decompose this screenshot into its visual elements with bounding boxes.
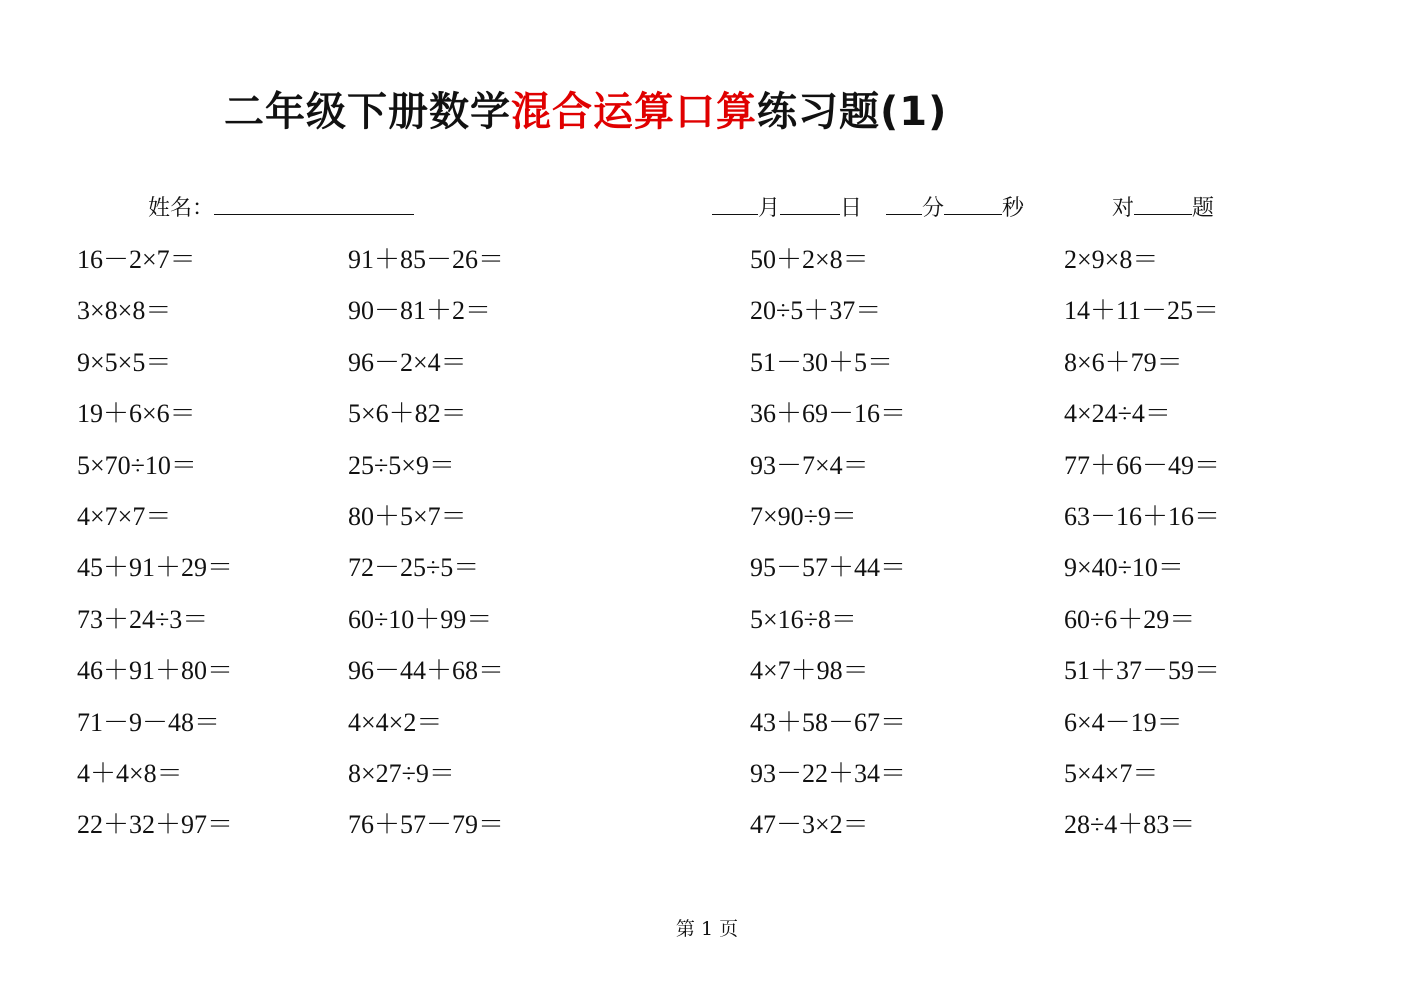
problem-item: 73＋24÷3＝ (77, 604, 209, 634)
problem-item: 22＋32＋97＝ (77, 810, 234, 840)
date-time-field (712, 194, 1024, 223)
problem-item: 96－2×4＝ (348, 347, 467, 377)
problem-item: 36＋69－16＝ (750, 399, 907, 429)
second-label: 秒 (1002, 196, 1025, 221)
problem-item: 5×70÷10＝ (77, 450, 197, 480)
problem-item: 51＋37－59＝ (1064, 656, 1221, 686)
correct-label: 对 (1112, 196, 1135, 221)
minute-blank[interactable] (886, 194, 922, 215)
problem-item: 80＋5×7＝ (348, 502, 467, 531)
problem-item: 8×6＋79＝ (1064, 347, 1183, 377)
name-field (148, 194, 414, 223)
problem-item: 9×5×5＝ (77, 347, 172, 377)
problem-item: 91＋85－26＝ (348, 245, 505, 274)
minute-label: 分 (922, 196, 945, 221)
problem-item: 4×4×2＝ (348, 707, 443, 737)
questions-label: 题 (1192, 196, 1215, 221)
title-topic: 混合运算口算 (511, 89, 757, 135)
problem-item: 43＋58－67＝ (750, 707, 907, 737)
title-suffix: 练习题(1) (757, 89, 948, 135)
problem-item: 28÷4＋83＝ (1064, 810, 1196, 840)
problem-item: 77＋66－49＝ (1064, 450, 1221, 480)
month-label: 月 (758, 196, 781, 221)
problem-item: 6×4－19＝ (1064, 707, 1183, 737)
problem-item: 63－16＋16＝ (1064, 502, 1221, 531)
month-blank[interactable] (712, 194, 758, 215)
problem-item: 3×8×8＝ (77, 296, 172, 326)
problem-item: 51－30＋5＝ (750, 347, 894, 377)
problem-item: 96－44＋68＝ (348, 656, 505, 686)
problem-item: 60÷6＋29＝ (1064, 604, 1196, 634)
score-field (1112, 194, 1214, 223)
day-label: 日 (840, 196, 863, 221)
problem-item: 9×40÷10＝ (1064, 553, 1184, 583)
problem-item: 14＋11－25＝ (1064, 296, 1220, 326)
problem-item: 50＋2×8＝ (750, 245, 869, 274)
problem-item: 4×24÷4＝ (1064, 399, 1171, 429)
problem-item: 45＋91＋29＝ (77, 553, 234, 583)
second-blank[interactable] (944, 194, 1002, 215)
problem-item: 71－9－48＝ (77, 707, 221, 737)
problem-item: 8×27÷9＝ (348, 759, 455, 788)
problem-item: 93－22＋34＝ (750, 759, 907, 788)
problem-item: 72－25÷5＝ (348, 553, 480, 583)
problem-item: 4＋4×8＝ (77, 759, 183, 788)
worksheet-title (224, 89, 948, 135)
correct-blank[interactable] (1134, 194, 1192, 215)
problem-item: 2×9×8＝ (1064, 245, 1159, 274)
day-blank[interactable] (780, 194, 840, 215)
problem-item: 4×7×7＝ (77, 502, 172, 531)
problem-item: 60÷10＋99＝ (348, 604, 493, 634)
problem-item: 46＋91＋80＝ (77, 656, 234, 686)
name-label: 姓名： (148, 196, 215, 221)
problem-item: 5×6＋82＝ (348, 399, 467, 429)
problem-item: 95－57＋44＝ (750, 553, 907, 583)
page-number: 第 1 页 (675, 918, 739, 940)
title-grade: 二年级下册数学 (224, 89, 511, 135)
problem-item: 4×7＋98＝ (750, 656, 869, 686)
problem-item: 5×16÷8＝ (750, 604, 857, 634)
problem-item: 47－3×2＝ (750, 810, 869, 840)
problem-item: 76＋57－79＝ (348, 810, 505, 840)
problem-item: 90－81＋2＝ (348, 296, 492, 326)
problem-item: 20÷5＋37＝ (750, 296, 882, 326)
problem-item: 16－2×7＝ (77, 245, 196, 274)
problem-item: 25÷5×9＝ (348, 450, 455, 480)
problem-item: 19＋6×6＝ (77, 399, 196, 429)
problem-item: 93－7×4＝ (750, 450, 869, 480)
problem-item: 5×4×7＝ (1064, 759, 1159, 788)
name-blank[interactable] (214, 194, 414, 215)
problem-item: 7×90÷9＝ (750, 502, 857, 531)
